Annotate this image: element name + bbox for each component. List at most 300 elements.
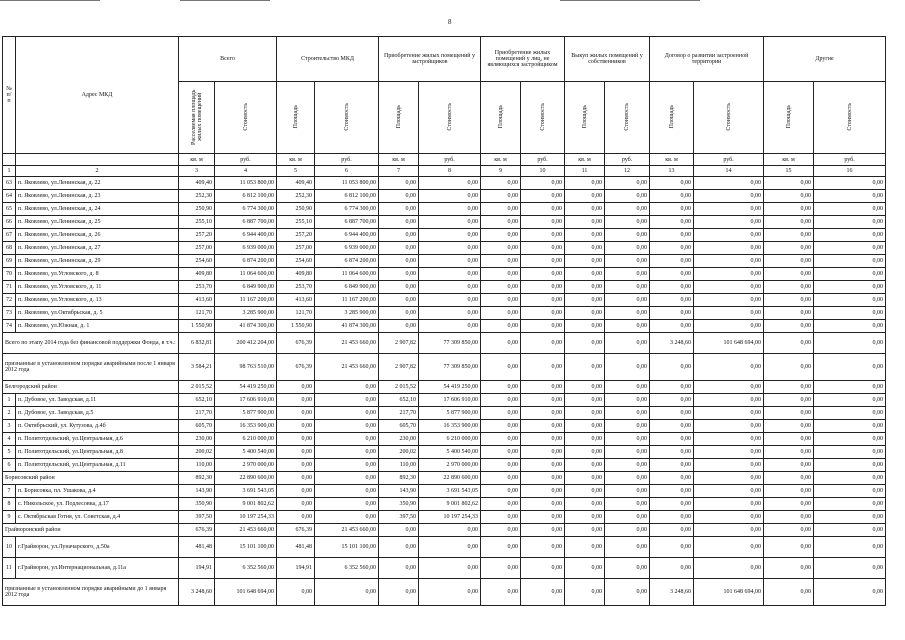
cost-cell: 0,00: [521, 268, 565, 281]
area-cell: 676,39: [179, 524, 215, 537]
cost-cell: 6 812 100,00: [215, 190, 277, 203]
cost-cell: 6 849 900,00: [215, 281, 277, 294]
cost-cell: 0,00: [605, 558, 650, 579]
subheader-area: Площадь: [650, 82, 694, 154]
table-row: [3, 203, 886, 216]
cost-cell: 0,00: [605, 498, 650, 511]
row-number: 9: [3, 511, 16, 524]
cost-cell: 0,00: [605, 242, 650, 255]
area-cell: 0,00: [481, 229, 521, 242]
area-cell: 413,60: [179, 294, 215, 307]
area-cell: 0,00: [481, 579, 521, 606]
cost-cell: 22 890 600,00: [419, 472, 481, 485]
area-cell: 200,02: [379, 446, 419, 459]
area-cell: 0,00: [650, 229, 694, 242]
cost-cell: 0,00: [814, 268, 886, 281]
area-cell: 0,00: [764, 446, 814, 459]
table-row: [3, 537, 886, 558]
subheader-cost: Стоимость: [521, 82, 565, 154]
cost-cell: 21 453 660,00: [315, 333, 379, 354]
address-cell: п. Яковлево, ул.Южная, д. 1: [16, 320, 179, 333]
cost-cell: 0,00: [694, 511, 764, 524]
cost-cell: 6 874 200,00: [215, 255, 277, 268]
area-cell: 0,00: [764, 511, 814, 524]
area-cell: 121,70: [179, 307, 215, 320]
cost-cell: 0,00: [605, 307, 650, 320]
row-number: 63: [3, 177, 16, 190]
page-number: 8: [448, 18, 452, 26]
area-cell: 0,00: [650, 307, 694, 320]
cost-cell: 0,00: [605, 511, 650, 524]
subtotal-row: [3, 579, 886, 606]
area-cell: 0,00: [565, 446, 605, 459]
area-cell: 0,00: [650, 558, 694, 579]
cost-cell: 6 939 000,00: [215, 242, 277, 255]
row-number: 67: [3, 229, 16, 242]
table-body: [3, 177, 886, 606]
cost-cell: 0,00: [814, 459, 886, 472]
address-cell: г.Грайворон, ул.Интернациональная, д.11а: [16, 558, 179, 579]
cost-cell: 0,00: [694, 433, 764, 446]
address-cell: п. Яковлево, ул.Октябрьская, д. 5: [16, 307, 179, 320]
area-cell: 257,20: [179, 229, 215, 242]
area-cell: 0,00: [764, 579, 814, 606]
area-cell: 0,00: [764, 177, 814, 190]
area-cell: 0,00: [565, 333, 605, 354]
column-number: 15: [764, 166, 814, 177]
cost-cell: 0,00: [814, 524, 886, 537]
cost-cell: 2 970 000,00: [419, 459, 481, 472]
subheader-cost: Стоимость: [605, 82, 650, 154]
area-cell: 0,00: [481, 307, 521, 320]
table-row: [3, 498, 886, 511]
cost-cell: 0,00: [814, 433, 886, 446]
area-cell: 0,00: [764, 203, 814, 216]
address-cell: п. Яковлево, ул.Ленинская, д. 29: [16, 255, 179, 268]
cost-cell: 0,00: [315, 498, 379, 511]
cost-cell: 0,00: [419, 216, 481, 229]
area-cell: 2 907,82: [379, 333, 419, 354]
cost-cell: 15 101 100,00: [315, 537, 379, 558]
area-cell: 0,00: [481, 381, 521, 394]
cost-cell: 0,00: [605, 485, 650, 498]
subtotal-row: [3, 472, 886, 485]
area-cell: 0,00: [650, 190, 694, 203]
area-cell: 350,90: [379, 498, 419, 511]
area-cell: 0,00: [565, 485, 605, 498]
cost-cell: 0,00: [694, 281, 764, 294]
area-cell: 0,00: [379, 190, 419, 203]
cost-cell: 0,00: [814, 537, 886, 558]
table-row: [3, 394, 886, 407]
cost-cell: 0,00: [814, 333, 886, 354]
row-number: 5: [3, 446, 16, 459]
area-cell: 0,00: [277, 511, 315, 524]
cost-cell: 0,00: [521, 524, 565, 537]
cost-cell: 6 352 560,00: [215, 558, 277, 579]
area-cell: 0,00: [277, 459, 315, 472]
area-cell: 0,00: [481, 242, 521, 255]
subtotal-label: Борисовский район: [3, 472, 179, 485]
cost-cell: 0,00: [694, 485, 764, 498]
area-cell: 0,00: [764, 433, 814, 446]
area-cell: 0,00: [764, 558, 814, 579]
cost-cell: 0,00: [605, 281, 650, 294]
area-cell: 397,50: [379, 511, 419, 524]
cost-cell: 0,00: [814, 294, 886, 307]
cost-cell: 0,00: [521, 472, 565, 485]
area-cell: 0,00: [764, 268, 814, 281]
unit-area: кв. м: [764, 154, 814, 166]
area-cell: 0,00: [481, 268, 521, 281]
unit-area: кв. м: [565, 154, 605, 166]
cost-cell: 0,00: [694, 307, 764, 320]
area-cell: 0,00: [764, 281, 814, 294]
address-cell: п. Яковлево, ул.Ленинская, д. 26: [16, 229, 179, 242]
area-cell: 0,00: [481, 281, 521, 294]
cost-cell: 0,00: [605, 229, 650, 242]
table-row: [3, 320, 886, 333]
cost-cell: 3 285 900,00: [215, 307, 277, 320]
area-cell: 0,00: [565, 511, 605, 524]
column-number: 3: [179, 166, 215, 177]
area-cell: 2 015,52: [379, 381, 419, 394]
area-cell: 0,00: [277, 446, 315, 459]
cost-cell: 0,00: [694, 381, 764, 394]
row-number: 6: [3, 459, 16, 472]
subtotal-row: [3, 333, 886, 354]
cost-cell: 0,00: [315, 511, 379, 524]
area-cell: 0,00: [565, 524, 605, 537]
cost-cell: 0,00: [315, 433, 379, 446]
cost-cell: 0,00: [605, 255, 650, 268]
cost-cell: 0,00: [605, 420, 650, 433]
cost-cell: 0,00: [694, 268, 764, 281]
table-row: [3, 420, 886, 433]
cost-cell: 0,00: [814, 381, 886, 394]
subheader-area: Площадь: [379, 82, 419, 154]
table-row: [3, 255, 886, 268]
area-cell: 0,00: [379, 558, 419, 579]
cost-cell: 6 774 300,00: [315, 203, 379, 216]
row-number: 71: [3, 281, 16, 294]
area-cell: 605,70: [379, 420, 419, 433]
area-cell: 0,00: [565, 268, 605, 281]
area-cell: 481,48: [277, 537, 315, 558]
area-cell: 257,00: [179, 242, 215, 255]
cost-cell: 41 874 300,00: [315, 320, 379, 333]
cost-cell: 0,00: [694, 177, 764, 190]
cost-cell: 0,00: [814, 255, 886, 268]
area-cell: 0,00: [481, 485, 521, 498]
table-row: [3, 177, 886, 190]
group-header: Приобретение жилых помещений у застройщиков: [379, 37, 481, 82]
page-edge-line: [560, 0, 700, 1]
area-cell: 0,00: [481, 407, 521, 420]
cost-cell: 0,00: [605, 333, 650, 354]
cost-cell: 0,00: [419, 294, 481, 307]
cost-cell: 0,00: [315, 407, 379, 420]
row-number: 11: [3, 558, 16, 579]
area-cell: 0,00: [379, 268, 419, 281]
cost-cell: 0,00: [315, 446, 379, 459]
area-cell: 0,00: [764, 485, 814, 498]
cost-cell: 0,00: [521, 216, 565, 229]
area-cell: 0,00: [565, 579, 605, 606]
unit-cost: руб.: [814, 154, 886, 166]
area-cell: 0,00: [764, 216, 814, 229]
cost-cell: 6 849 900,00: [315, 281, 379, 294]
area-cell: 0,00: [565, 433, 605, 446]
cost-cell: 0,00: [605, 294, 650, 307]
row-number: 7: [3, 485, 16, 498]
area-cell: 0,00: [565, 229, 605, 242]
area-cell: 0,00: [565, 407, 605, 420]
cost-cell: 0,00: [521, 579, 565, 606]
area-cell: 0,00: [764, 394, 814, 407]
cost-cell: 6 812 100,00: [315, 190, 379, 203]
area-cell: 0,00: [379, 255, 419, 268]
table-row: [3, 511, 886, 524]
area-cell: 217,70: [379, 407, 419, 420]
group-header: Всего: [179, 37, 277, 82]
column-number: 7: [379, 166, 419, 177]
cost-cell: 0,00: [315, 579, 379, 606]
cost-cell: 6 874 200,00: [315, 255, 379, 268]
cost-cell: 0,00: [814, 472, 886, 485]
cost-cell: 0,00: [521, 433, 565, 446]
area-cell: 253,70: [277, 281, 315, 294]
area-cell: 0,00: [481, 433, 521, 446]
subheader-area-total: Расселяемая площадь жилых помещений: [179, 82, 215, 154]
cost-cell: 0,00: [814, 242, 886, 255]
cost-cell: 0,00: [605, 446, 650, 459]
area-cell: 413,60: [277, 294, 315, 307]
area-cell: 0,00: [379, 229, 419, 242]
area-cell: 0,00: [481, 203, 521, 216]
cost-cell: 77 309 850,00: [419, 354, 481, 381]
cost-cell: 0,00: [521, 190, 565, 203]
address-cell: с. Октябрьская Готня, ул. Советская, д.4: [16, 511, 179, 524]
cost-cell: 21 453 660,00: [215, 524, 277, 537]
cost-cell: 5 877 900,00: [215, 407, 277, 420]
cost-cell: 0,00: [521, 307, 565, 320]
area-cell: 0,00: [764, 381, 814, 394]
cost-cell: 5 400 540,00: [215, 446, 277, 459]
cost-cell: 6 939 000,00: [315, 242, 379, 255]
cost-cell: 0,00: [814, 177, 886, 190]
area-cell: 676,39: [277, 333, 315, 354]
subtotal-label: Белгородский район: [3, 381, 179, 394]
housing-register-table: [2, 36, 886, 606]
row-number: 1: [3, 394, 16, 407]
cost-cell: 0,00: [521, 459, 565, 472]
area-cell: 0,00: [481, 524, 521, 537]
cost-cell: 0,00: [605, 354, 650, 381]
area-cell: 0,00: [650, 281, 694, 294]
area-cell: 0,00: [379, 177, 419, 190]
area-cell: 0,00: [565, 307, 605, 320]
cost-cell: 6 352 560,00: [315, 558, 379, 579]
column-number: 13: [650, 166, 694, 177]
cost-cell: 0,00: [605, 524, 650, 537]
area-cell: 0,00: [565, 354, 605, 381]
column-number: 8: [419, 166, 481, 177]
area-cell: 0,00: [764, 229, 814, 242]
area-cell: 0,00: [565, 281, 605, 294]
subtotal-label: признанные в установленном порядке аварийными после 1 января 2012 года: [3, 354, 179, 381]
area-cell: 0,00: [764, 294, 814, 307]
cost-cell: 0,00: [694, 537, 764, 558]
area-cell: 0,00: [379, 216, 419, 229]
row-number: 74: [3, 320, 16, 333]
cost-cell: 41 874 300,00: [215, 320, 277, 333]
cost-cell: 0,00: [521, 407, 565, 420]
page-edge-line: [0, 0, 100, 1]
area-cell: 0,00: [379, 203, 419, 216]
area-cell: 0,00: [481, 420, 521, 433]
area-cell: 143,90: [179, 485, 215, 498]
area-cell: 250,90: [179, 203, 215, 216]
table-row: [3, 268, 886, 281]
area-cell: 110,00: [179, 459, 215, 472]
subheader-cost: Стоимость: [215, 82, 277, 154]
area-cell: 253,70: [179, 281, 215, 294]
unit-area: кв. м: [179, 154, 215, 166]
column-number: 11: [565, 166, 605, 177]
cost-cell: 0,00: [605, 579, 650, 606]
area-cell: 0,00: [650, 485, 694, 498]
table-row: [3, 294, 886, 307]
cost-cell: 0,00: [814, 216, 886, 229]
address-cell: п. Яковлево, ул.Ленинская, д. 23: [16, 190, 179, 203]
area-cell: 0,00: [565, 242, 605, 255]
area-cell: 230,00: [179, 433, 215, 446]
subtotal-row: [3, 354, 886, 381]
cost-cell: 11 064 600,00: [215, 268, 277, 281]
address-cell: п. Борисовка, пл. Ушакова, д.4: [16, 485, 179, 498]
row-number: 3: [3, 420, 16, 433]
area-cell: 0,00: [379, 537, 419, 558]
cost-cell: 0,00: [521, 485, 565, 498]
cost-cell: 0,00: [419, 229, 481, 242]
area-cell: 0,00: [481, 255, 521, 268]
cost-cell: 0,00: [694, 407, 764, 420]
row-number: 4: [3, 433, 16, 446]
area-cell: 397,50: [179, 511, 215, 524]
cost-cell: 0,00: [605, 381, 650, 394]
cost-cell: 0,00: [694, 459, 764, 472]
cost-cell: 54 419 250,00: [419, 381, 481, 394]
cost-cell: 3 285 900,00: [315, 307, 379, 320]
table-row: [3, 446, 886, 459]
cost-cell: 0,00: [419, 524, 481, 537]
cost-cell: 5 877 900,00: [419, 407, 481, 420]
column-number-header: № п/п: [3, 37, 16, 154]
cost-cell: 0,00: [521, 511, 565, 524]
area-cell: 0,00: [565, 216, 605, 229]
cost-cell: 200 412 204,00: [215, 333, 277, 354]
table-row: [3, 407, 886, 420]
column-number: 4: [215, 166, 277, 177]
cost-cell: 0,00: [419, 307, 481, 320]
cost-cell: 6 887 700,00: [215, 216, 277, 229]
cost-cell: 0,00: [814, 579, 886, 606]
column-number: 9: [481, 166, 521, 177]
cost-cell: 0,00: [315, 381, 379, 394]
column-number: 14: [694, 166, 764, 177]
table-row: [3, 485, 886, 498]
cost-cell: 0,00: [521, 281, 565, 294]
cost-cell: 0,00: [605, 394, 650, 407]
cost-cell: 0,00: [814, 307, 886, 320]
area-cell: 676,39: [277, 524, 315, 537]
row-number: 72: [3, 294, 16, 307]
cost-cell: 0,00: [694, 203, 764, 216]
area-cell: 676,39: [277, 354, 315, 381]
area-cell: 0,00: [650, 255, 694, 268]
cost-cell: 101 648 694,00: [215, 579, 277, 606]
cost-cell: 101 648 694,00: [694, 333, 764, 354]
area-cell: 409,40: [179, 177, 215, 190]
column-number: 5: [277, 166, 315, 177]
cost-cell: 0,00: [315, 420, 379, 433]
cost-cell: 6 210 000,00: [215, 433, 277, 446]
address-cell: п. Политотдельский, ул.Центральная, д.11: [16, 459, 179, 472]
area-cell: 0,00: [764, 255, 814, 268]
area-cell: 0,00: [650, 381, 694, 394]
cost-cell: 0,00: [521, 333, 565, 354]
table-row: [3, 307, 886, 320]
row-number: 64: [3, 190, 16, 203]
header-group-row: [3, 37, 886, 82]
unit-cost: руб.: [215, 154, 277, 166]
cost-cell: 17 606 910,00: [419, 394, 481, 407]
cost-cell: 0,00: [521, 255, 565, 268]
cost-cell: 0,00: [814, 446, 886, 459]
unit-area: кв. м: [650, 154, 694, 166]
area-cell: 0,00: [481, 190, 521, 203]
address-cell: п. Политотдельский, ул.Центральная, д.6: [16, 433, 179, 446]
cost-cell: 0,00: [605, 320, 650, 333]
address-cell: с. Никольское, ул. Подлесовка, д.17: [16, 498, 179, 511]
cost-cell: 0,00: [419, 268, 481, 281]
cost-cell: 0,00: [521, 177, 565, 190]
unit-cost: руб.: [521, 154, 565, 166]
group-header: Приобретение жилых помещений у лиц, не являющихся застройщиком: [481, 37, 565, 82]
cost-cell: 0,00: [605, 203, 650, 216]
area-cell: 0,00: [764, 333, 814, 354]
area-cell: 0,00: [481, 558, 521, 579]
address-cell: п. Октябрьский, ул. Кутузова, д.4б: [16, 420, 179, 433]
cost-cell: 11 167 200,00: [215, 294, 277, 307]
area-cell: 6 832,81: [179, 333, 215, 354]
area-cell: 409,40: [277, 177, 315, 190]
area-cell: 0,00: [277, 420, 315, 433]
subtotal-row: [3, 524, 886, 537]
cost-cell: 0,00: [814, 407, 886, 420]
cost-cell: 0,00: [694, 229, 764, 242]
cost-cell: 98 763 510,00: [215, 354, 277, 381]
cost-cell: 0,00: [694, 558, 764, 579]
subtotal-label: Грайворонский район: [3, 524, 179, 537]
area-cell: 143,90: [379, 485, 419, 498]
cost-cell: 17 606 910,00: [215, 394, 277, 407]
area-cell: 0,00: [277, 381, 315, 394]
page-edge-line: [180, 0, 270, 1]
area-cell: 0,00: [481, 333, 521, 354]
cost-cell: 3 691 543,05: [215, 485, 277, 498]
